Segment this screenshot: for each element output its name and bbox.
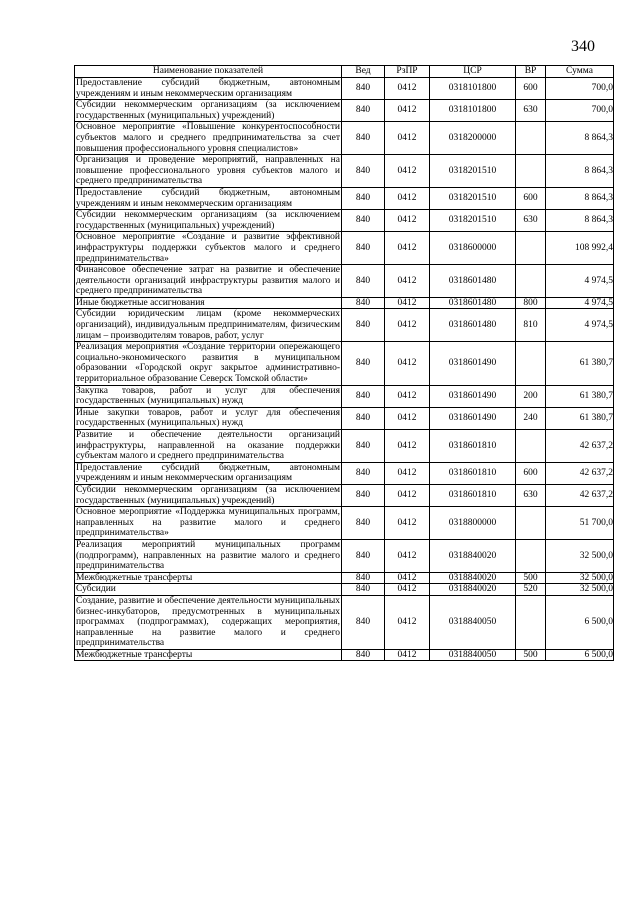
row-csr: 0318201510: [430, 187, 516, 209]
row-vr: 500: [516, 649, 546, 661]
row-rzpr: 0412: [385, 507, 430, 540]
row-vr: [516, 539, 546, 572]
row-ved: 840: [342, 539, 385, 572]
row-ved: 840: [342, 462, 385, 484]
table-row: [75, 539, 614, 572]
row-rzpr: 0412: [385, 430, 430, 463]
row-ved: 840: [342, 78, 385, 100]
row-csr: 0318601490: [430, 342, 516, 385]
row-rzpr: 0412: [385, 210, 430, 232]
row-sum: 51 700,0: [546, 507, 614, 540]
row-name: Реализация мероприятий муниципальных программ (подпрограмм), направленных на развитие малого и среднего предпринимательства: [76, 539, 340, 572]
table-row: [75, 155, 614, 188]
row-vr: [516, 342, 546, 385]
table-row: [75, 297, 614, 309]
header-sum: Сумма: [546, 66, 614, 78]
row-name: Иные закупки товаров, работ и услуг для обеспечения государственных (муниципальных) нужд: [76, 407, 340, 429]
row-rzpr: 0412: [385, 309, 430, 342]
table-row: [75, 309, 614, 342]
budget-table: [74, 65, 614, 661]
row-vr: 810: [516, 309, 546, 342]
row-csr: 0318200000: [430, 122, 516, 155]
row-sum: 8 864,3: [546, 210, 614, 232]
table-row: [75, 342, 614, 385]
row-vr: [516, 122, 546, 155]
row-csr: 0318101800: [430, 100, 516, 122]
row-rzpr: 0412: [385, 122, 430, 155]
row-ved: 840: [342, 342, 385, 385]
row-name: Субсидии некоммерческим организациям (за исключением государственных (муниципальных) учреждений): [76, 100, 340, 121]
row-vr: 600: [516, 462, 546, 484]
row-name: Предоставление субсидий бюджетным, автономным учреждениям и иным некоммерческим организациям: [76, 187, 340, 209]
row-ved: 840: [342, 265, 385, 298]
row-ved: 840: [342, 297, 385, 309]
row-csr: 0318840020: [430, 539, 516, 572]
row-vr: [516, 430, 546, 463]
header-ved: Вед: [342, 66, 385, 78]
table-row: [75, 78, 614, 100]
row-rzpr: 0412: [385, 232, 430, 265]
row-csr: 0318201510: [430, 155, 516, 188]
row-sum: 4 974,5: [546, 309, 614, 342]
row-ved: 840: [342, 122, 385, 155]
row-vr: 800: [516, 297, 546, 309]
row-csr: 0318840020: [430, 572, 516, 584]
row-vr: [516, 265, 546, 298]
row-vr: 240: [516, 407, 546, 429]
row-rzpr: 0412: [385, 407, 430, 429]
row-name: Межбюджетные трансферты: [75, 572, 342, 584]
row-vr: 520: [516, 584, 546, 596]
row-vr: 630: [516, 484, 546, 506]
row-csr: 0318601480: [430, 309, 516, 342]
row-name: Финансовое обеспечение затрат на развитие и обеспечение деятельности организаций инфраструктуры развития малого и среднего предпринимательства: [76, 265, 340, 297]
row-rzpr: 0412: [385, 342, 430, 385]
header-rzpr: РзПР: [385, 66, 430, 78]
row-sum: 32 500,0: [546, 584, 614, 596]
table-header-row: [75, 66, 614, 78]
row-sum: 42 637,2: [546, 462, 614, 484]
page-number: 340: [571, 38, 595, 55]
row-sum: 108 992,4: [546, 232, 614, 265]
row-rzpr: 0412: [385, 462, 430, 484]
header-csr: ЦСР: [430, 66, 516, 78]
row-name: Закупка товаров, работ и услуг для обеспечения государственных (муниципальных) нужд: [76, 385, 340, 407]
row-rzpr: 0412: [385, 78, 430, 100]
row-csr: 0318840050: [430, 649, 516, 661]
row-ved: 840: [342, 507, 385, 540]
row-csr: 0318601480: [430, 297, 516, 309]
row-sum: 6 500,0: [546, 595, 614, 649]
table-row: [75, 232, 614, 265]
table-row: [75, 595, 614, 649]
table-row: [75, 484, 614, 506]
row-ved: 840: [342, 232, 385, 265]
row-csr: 0318601810: [430, 430, 516, 463]
row-ved: 840: [342, 595, 385, 649]
row-vr: [516, 155, 546, 188]
row-csr: 0318601480: [430, 265, 516, 298]
row-sum: 4 974,5: [546, 265, 614, 298]
row-csr: 0318101800: [430, 78, 516, 100]
row-ved: 840: [342, 210, 385, 232]
row-name: Основное мероприятие «Повышение конкурентоспособности субъектов малого и среднего предпринимательства за счет повышения профессионального уровня специалистов»: [76, 122, 340, 154]
row-sum: 61 380,7: [546, 407, 614, 429]
row-csr: 0318601490: [430, 385, 516, 407]
row-ved: 840: [342, 385, 385, 407]
row-rzpr: 0412: [385, 155, 430, 188]
row-ved: 840: [342, 572, 385, 584]
row-name: Развитие и обеспечение деятельности организаций инфраструктуры, направленной на оказание поддержки субъектам малого и среднего предпринимательства: [76, 430, 340, 462]
row-rzpr: 0412: [385, 385, 430, 407]
row-rzpr: 0412: [385, 572, 430, 584]
row-rzpr: 0412: [385, 595, 430, 649]
row-vr: 630: [516, 100, 546, 122]
row-vr: [516, 232, 546, 265]
row-sum: 4 974,5: [546, 297, 614, 309]
row-vr: 600: [516, 78, 546, 100]
row-rzpr: 0412: [385, 100, 430, 122]
row-ved: 840: [342, 484, 385, 506]
row-ved: 840: [342, 407, 385, 429]
table-row: [75, 649, 614, 661]
row-rzpr: 0412: [385, 484, 430, 506]
header-name: Наименование показателей: [75, 66, 342, 78]
row-ved: 840: [342, 649, 385, 661]
row-csr: 0318201510: [430, 210, 516, 232]
row-name: Реализация мероприятия «Создание территории опережающего социально-экономического развития в муниципальном образовании «Городской округ закрытое административно-территориальное образование Северск Томской области»: [76, 342, 340, 385]
row-csr: 0318840020: [430, 584, 516, 596]
table-row: [75, 122, 614, 155]
row-sum: 42 637,2: [546, 484, 614, 506]
row-sum: 61 380,7: [546, 385, 614, 407]
table-row: [75, 572, 614, 584]
table-row: [75, 584, 614, 596]
row-rzpr: 0412: [385, 539, 430, 572]
row-name: Субсидии некоммерческим организациям (за исключением государственных (муниципальных) учреждений): [76, 210, 340, 231]
row-ved: 840: [342, 100, 385, 122]
table-row: [75, 100, 614, 122]
row-ved: 840: [342, 584, 385, 596]
row-vr: 200: [516, 385, 546, 407]
table-row: [75, 507, 614, 540]
table-row: [75, 430, 614, 463]
row-rzpr: 0412: [385, 265, 430, 298]
row-name: Предоставление субсидий бюджетным, автономным учреждениям и иным некоммерческим организациям: [76, 462, 340, 484]
row-name: Субсидии некоммерческим организациям (за исключением государственных (муниципальных) учреждений): [76, 484, 340, 506]
row-ved: 840: [342, 309, 385, 342]
row-vr: 500: [516, 572, 546, 584]
row-vr: 630: [516, 210, 546, 232]
row-sum: 42 637,2: [546, 430, 614, 463]
row-name: Предоставление субсидий бюджетным, автономным учреждениям и иным некоммерческим организациям: [76, 78, 340, 99]
row-name: Межбюджетные трансферты: [75, 649, 342, 661]
row-csr: 0318601810: [430, 484, 516, 506]
table-row: [75, 187, 614, 209]
table-row: [75, 462, 614, 484]
row-sum: 8 864,3: [546, 155, 614, 188]
row-sum: 32 500,0: [546, 539, 614, 572]
row-sum: 61 380,7: [546, 342, 614, 385]
row-sum: 8 864,3: [546, 187, 614, 209]
row-sum: 8 864,3: [546, 122, 614, 155]
row-name: Основное мероприятие «Поддержка муниципальных программ, направленных на развитие малого и среднего предпринимательства»: [76, 507, 340, 539]
row-rzpr: 0412: [385, 584, 430, 596]
row-csr: 0318840050: [430, 595, 516, 649]
row-name: Субсидии: [75, 584, 342, 596]
row-sum: 700,0: [546, 78, 614, 100]
row-sum: 700,0: [546, 100, 614, 122]
row-csr: 0318601810: [430, 462, 516, 484]
row-sum: 6 500,0: [546, 649, 614, 661]
row-name: Субсидии юридическим лицам (кроме некоммерческих организаций), индивидуальным предпринимателям, физическим лицам – производителям товаров, работ, услуг: [76, 309, 340, 341]
row-csr: 0318601490: [430, 407, 516, 429]
row-rzpr: 0412: [385, 187, 430, 209]
row-csr: 0318600000: [430, 232, 516, 265]
row-ved: 840: [342, 430, 385, 463]
row-rzpr: 0412: [385, 297, 430, 309]
table-row: [75, 210, 614, 232]
row-ved: 840: [342, 155, 385, 188]
row-name: Создание, развитие и обеспечение деятельности муниципальных бизнес-инкубаторов, предусмотренных в муниципальных программах (подпрограммах), содержащих мероприятия, направленные на развитие малого и среднего предпринимательства: [76, 595, 340, 649]
row-sum: 32 500,0: [546, 572, 614, 584]
row-vr: [516, 507, 546, 540]
row-name: Иные бюджетные ассигнования: [75, 297, 342, 309]
table-row: [75, 265, 614, 298]
row-name: Организация и проведение мероприятий, направленных на повышение профессионального уровня субъектов малого и среднего предпринимательства: [76, 155, 340, 187]
row-name: Основное мероприятие «Создание и развитие эффективной инфраструктуры поддержки субъектов малого и среднего предпринимательства»: [76, 232, 340, 264]
row-vr: [516, 595, 546, 649]
table-row: [75, 385, 614, 407]
row-ved: 840: [342, 187, 385, 209]
row-vr: 600: [516, 187, 546, 209]
row-csr: 0318800000: [430, 507, 516, 540]
row-rzpr: 0412: [385, 649, 430, 661]
header-vr: ВР: [516, 66, 546, 78]
table-row: [75, 407, 614, 429]
